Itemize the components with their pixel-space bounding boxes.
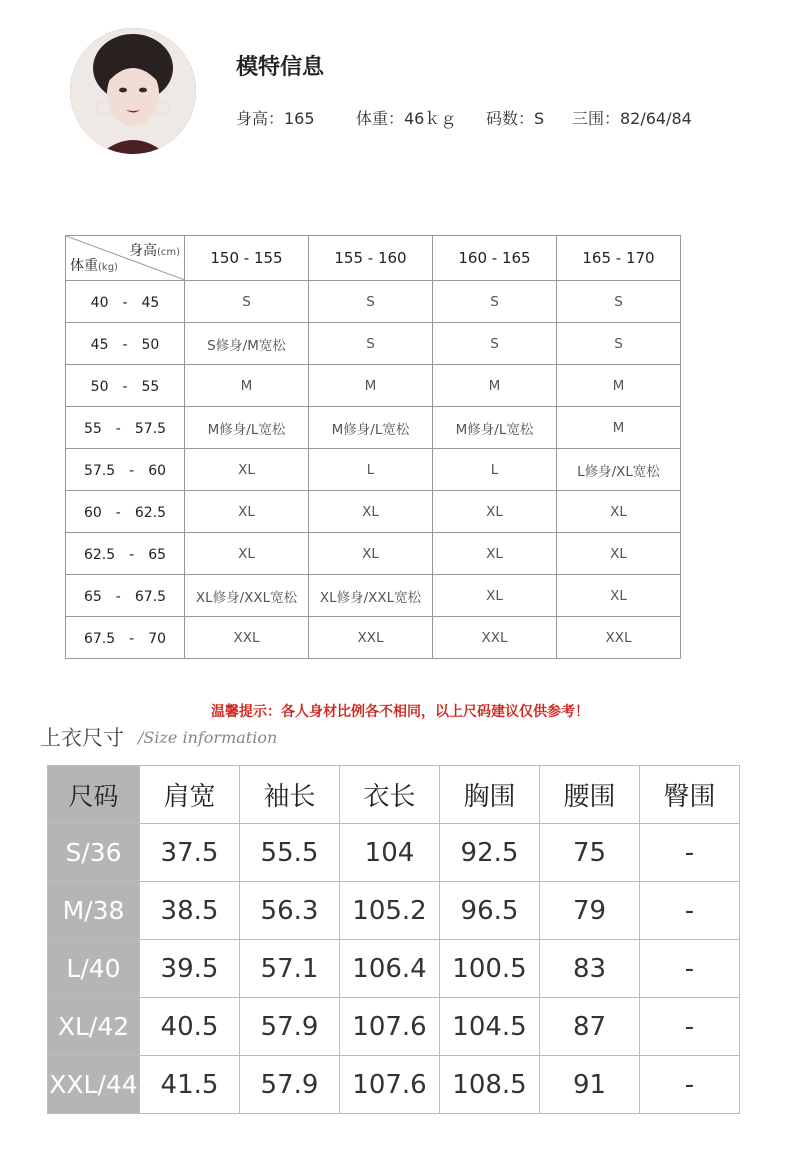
- meas-value-cell: 106.4: [340, 940, 440, 998]
- rec-size-cell: S: [557, 281, 681, 323]
- rec-weight-range: 57.5 - 60: [66, 449, 185, 491]
- size-measurement-table: [47, 765, 740, 1114]
- rec-weight-range: 62.5 - 65: [66, 533, 185, 575]
- rec-size-cell: XL: [309, 491, 433, 533]
- rec-size-cell: XL: [185, 449, 309, 491]
- model-weight: 体重：46ｋｇ: [356, 109, 457, 128]
- rec-corner-weight: 体重(kg): [70, 258, 118, 274]
- meas-row: [48, 1056, 740, 1114]
- rec-weight-range: 45 - 50: [66, 323, 185, 365]
- model-avatar: [70, 28, 196, 154]
- meas-size-label: M/38: [48, 882, 140, 940]
- meas-header-cell: 臀围: [640, 766, 740, 824]
- meas-header-cell: 胸围: [440, 766, 540, 824]
- rec-row: [66, 323, 681, 365]
- meas-row: [48, 824, 740, 882]
- rec-size-cell: XL: [433, 575, 557, 617]
- meas-row: [48, 998, 740, 1056]
- rec-height-col: 155 - 160: [309, 236, 433, 281]
- meas-value-cell: 87: [540, 998, 640, 1056]
- meas-value-cell: 96.5: [440, 882, 540, 940]
- rec-weight-range: 60 - 62.5: [66, 491, 185, 533]
- meas-header-row: [48, 766, 740, 824]
- meas-value-cell: -: [640, 824, 740, 882]
- rec-row: [66, 491, 681, 533]
- meas-header-cell: 腰围: [540, 766, 640, 824]
- rec-row: [66, 575, 681, 617]
- rec-row: [66, 449, 681, 491]
- model-portrait-icon: [70, 28, 196, 154]
- meas-value-cell: 91: [540, 1056, 640, 1114]
- meas-value-cell: 38.5: [140, 882, 240, 940]
- rec-size-cell: XL修身/XXL宽松: [185, 575, 309, 617]
- model-info-title: 模特信息: [236, 55, 325, 80]
- rec-size-cell: S: [557, 323, 681, 365]
- meas-value-cell: 40.5: [140, 998, 240, 1056]
- meas-body: [48, 766, 740, 1114]
- meas-value-cell: 57.9: [240, 998, 340, 1056]
- rec-height-col: 150 - 155: [185, 236, 309, 281]
- meas-value-cell: 92.5: [440, 824, 540, 882]
- rec-corner-height: 身高(cm): [128, 243, 180, 259]
- rec-size-cell: S: [433, 323, 557, 365]
- rec-size-cell: M修身/L宽松: [185, 407, 309, 449]
- rec-weight-range: 50 - 55: [66, 365, 185, 407]
- meas-value-cell: 83: [540, 940, 640, 998]
- rec-size-cell: XXL: [557, 617, 681, 659]
- rec-size-cell: L: [433, 449, 557, 491]
- model-height: 身高：165: [236, 109, 315, 128]
- rec-weight-range: 40 - 45: [66, 281, 185, 323]
- model-size: 码数：S: [486, 109, 545, 128]
- rec-size-cell: XXL: [433, 617, 557, 659]
- meas-value-cell: -: [640, 940, 740, 998]
- meas-value-cell: 37.5: [140, 824, 240, 882]
- rec-size-cell: XXL: [185, 617, 309, 659]
- rec-size-cell: XL: [557, 491, 681, 533]
- meas-size-label: L/40: [48, 940, 140, 998]
- rec-size-cell: XL: [557, 575, 681, 617]
- meas-header-cell: 尺码: [48, 766, 140, 824]
- rec-row: [66, 617, 681, 659]
- size-info-subtitle: /Size information: [138, 728, 278, 747]
- meas-size-label: XXL/44: [48, 1056, 140, 1114]
- meas-value-cell: 104: [340, 824, 440, 882]
- rec-weight-range: 65 - 67.5: [66, 575, 185, 617]
- meas-value-cell: 104.5: [440, 998, 540, 1056]
- rec-size-cell: S: [309, 281, 433, 323]
- rec-height-col: 160 - 165: [433, 236, 557, 281]
- rec-size-cell: M修身/L宽松: [309, 407, 433, 449]
- meas-value-cell: 108.5: [440, 1056, 540, 1114]
- rec-size-cell: L修身/XL宽松: [557, 449, 681, 491]
- rec-size-cell: M: [557, 365, 681, 407]
- meas-header-cell: 肩宽: [140, 766, 240, 824]
- rec-size-cell: S: [309, 323, 433, 365]
- meas-row: [48, 940, 740, 998]
- meas-size-label: XL/42: [48, 998, 140, 1056]
- meas-row: [48, 882, 740, 940]
- meas-value-cell: 41.5: [140, 1056, 240, 1114]
- rec-row: [66, 407, 681, 449]
- rec-size-cell: XL修身/XXL宽松: [309, 575, 433, 617]
- meas-value-cell: 107.6: [340, 998, 440, 1056]
- meas-value-cell: 107.6: [340, 1056, 440, 1114]
- rec-size-cell: M: [557, 407, 681, 449]
- rec-size-cell: XL: [433, 533, 557, 575]
- meas-value-cell: 105.2: [340, 882, 440, 940]
- rec-weight-range: 67.5 - 70: [66, 617, 185, 659]
- rec-size-cell: M修身/L宽松: [433, 407, 557, 449]
- rec-row: [66, 533, 681, 575]
- rec-size-cell: XXL: [309, 617, 433, 659]
- rec-size-cell: M: [309, 365, 433, 407]
- meas-header-cell: 衣长: [340, 766, 440, 824]
- meas-value-cell: 100.5: [440, 940, 540, 998]
- rec-size-cell: XL: [185, 491, 309, 533]
- rec-size-cell: XL: [557, 533, 681, 575]
- rec-size-cell: XL: [185, 533, 309, 575]
- rec-size-cell: S: [185, 281, 309, 323]
- rec-size-cell: XL: [433, 491, 557, 533]
- rec-size-cell: XL: [309, 533, 433, 575]
- rec-size-cell: S: [433, 281, 557, 323]
- rec-header-row: [66, 236, 681, 281]
- rec-size-cell: S修身/M宽松: [185, 323, 309, 365]
- rec-weight-range: 55 - 57.5: [66, 407, 185, 449]
- rec-row: [66, 365, 681, 407]
- model-bust: 三围：82/64/84: [572, 109, 692, 128]
- meas-value-cell: 56.3: [240, 882, 340, 940]
- meas-value-cell: -: [640, 882, 740, 940]
- meas-value-cell: 57.9: [240, 1056, 340, 1114]
- size-tip: 温馨提示：各人身材比例各不相同，以上尺码建议仅供参考！: [211, 704, 589, 720]
- size-recommendation-table: [65, 235, 681, 659]
- meas-header-cell: 袖长: [240, 766, 340, 824]
- meas-value-cell: -: [640, 998, 740, 1056]
- meas-value-cell: 75: [540, 824, 640, 882]
- meas-value-cell: 55.5: [240, 824, 340, 882]
- rec-size-cell: M: [433, 365, 557, 407]
- rec-size-cell: L: [309, 449, 433, 491]
- rec-size-cell: M: [185, 365, 309, 407]
- meas-value-cell: 79: [540, 882, 640, 940]
- meas-value-cell: 39.5: [140, 940, 240, 998]
- size-info-title: 上衣尺寸: [40, 726, 124, 750]
- rec-row: [66, 281, 681, 323]
- rec-height-col: 165 - 170: [557, 236, 681, 281]
- rec-body: [66, 281, 681, 659]
- meas-value-cell: -: [640, 1056, 740, 1114]
- rec-corner-cell: [66, 236, 185, 281]
- meas-size-label: S/36: [48, 824, 140, 882]
- meas-value-cell: 57.1: [240, 940, 340, 998]
